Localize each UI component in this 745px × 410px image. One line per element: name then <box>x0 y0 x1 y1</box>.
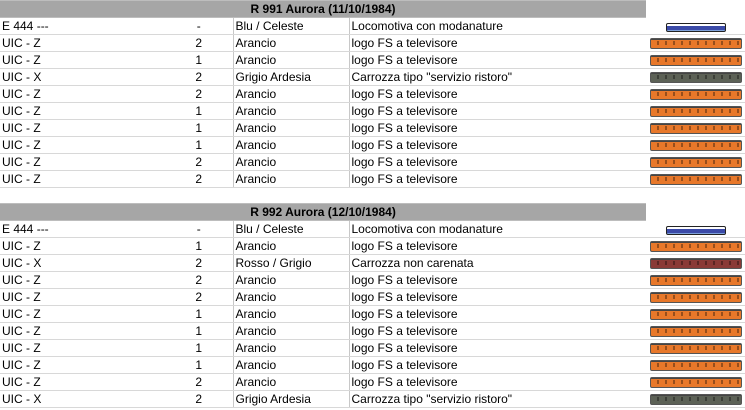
coach-image <box>650 241 742 252</box>
vehicle-note: logo FS a televisore <box>349 272 646 289</box>
vehicle-quantity: 2 <box>165 86 233 103</box>
vehicle-livery: Grigio Ardesia <box>233 391 349 408</box>
coach-image <box>650 38 742 49</box>
vehicle-type: UIC - Z <box>0 323 165 340</box>
vehicle-livery: Arancio <box>233 323 349 340</box>
locomotive-image <box>666 226 726 235</box>
vehicle-note: logo FS a televisore <box>349 374 646 391</box>
vehicle-note: logo FS a televisore <box>349 306 646 323</box>
vehicle-image-cell <box>646 154 745 171</box>
vehicle-image-cell <box>646 52 745 69</box>
vehicle-note: logo FS a televisore <box>349 323 646 340</box>
vehicle-row <box>0 238 745 255</box>
vehicle-livery: Arancio <box>233 52 349 69</box>
vehicle-livery: Arancio <box>233 306 349 323</box>
vehicle-livery: Arancio <box>233 137 349 154</box>
locomotive-image <box>666 23 726 32</box>
vehicle-note: Carrozza tipo "servizio ristoro" <box>349 391 646 408</box>
vehicle-quantity: 1 <box>165 306 233 323</box>
coach-image <box>650 106 742 117</box>
vehicle-livery: Blu / Celeste <box>233 18 349 35</box>
vehicle-livery: Blu / Celeste <box>233 221 349 238</box>
vehicle-type: E 444 --- <box>0 18 165 35</box>
vehicle-image-cell <box>646 171 745 188</box>
vehicle-note: logo FS a televisore <box>349 340 646 357</box>
title-spacer <box>646 204 745 221</box>
vehicle-type: UIC - Z <box>0 52 165 69</box>
vehicle-type: UIC - X <box>0 69 165 86</box>
vehicle-livery: Arancio <box>233 289 349 306</box>
train-title: R 992 Aurora (12/10/1984) <box>0 204 646 221</box>
coach-image <box>650 258 742 269</box>
vehicle-row <box>0 137 745 154</box>
vehicle-type: UIC - Z <box>0 120 165 137</box>
vehicle-type: UIC - Z <box>0 357 165 374</box>
vehicle-quantity: 2 <box>165 289 233 306</box>
vehicle-quantity: 2 <box>165 154 233 171</box>
vehicle-quantity: 1 <box>165 137 233 154</box>
vehicle-row <box>0 120 745 137</box>
vehicle-row <box>0 86 745 103</box>
vehicle-image-cell <box>646 137 745 154</box>
vehicle-type: UIC - Z <box>0 35 165 52</box>
coach-image <box>650 360 742 371</box>
consist-table-r991 <box>0 0 745 188</box>
vehicle-type: UIC - Z <box>0 272 165 289</box>
vehicle-livery: Grigio Ardesia <box>233 69 349 86</box>
vehicle-livery: Arancio <box>233 154 349 171</box>
vehicle-note: logo FS a televisore <box>349 86 646 103</box>
vehicle-quantity: 2 <box>165 272 233 289</box>
coach-image <box>650 343 742 354</box>
vehicle-image-cell <box>646 357 745 374</box>
vehicle-type: UIC - Z <box>0 374 165 391</box>
vehicle-image-cell <box>646 340 745 357</box>
consist-table-r992 <box>0 203 745 408</box>
coach-image <box>650 326 742 337</box>
title-spacer <box>646 1 745 18</box>
vehicle-quantity: 1 <box>165 103 233 120</box>
vehicle-row <box>0 18 745 35</box>
vehicle-note: logo FS a televisore <box>349 103 646 120</box>
vehicle-row <box>0 35 745 52</box>
vehicle-livery: Arancio <box>233 272 349 289</box>
vehicle-type: UIC - Z <box>0 103 165 120</box>
vehicle-quantity: 1 <box>165 340 233 357</box>
vehicle-image-cell <box>646 221 745 238</box>
vehicle-livery: Arancio <box>233 103 349 120</box>
vehicle-quantity: 2 <box>165 255 233 272</box>
vehicle-image-cell <box>646 69 745 86</box>
vehicle-note: logo FS a televisore <box>349 120 646 137</box>
vehicle-image-cell <box>646 35 745 52</box>
vehicle-quantity: 2 <box>165 35 233 52</box>
vehicle-row <box>0 289 745 306</box>
coach-image <box>650 174 742 185</box>
coach-image <box>650 123 742 134</box>
vehicle-quantity: - <box>165 18 233 35</box>
train-title: R 991 Aurora (11/10/1984) <box>0 1 646 18</box>
vehicle-image-cell <box>646 323 745 340</box>
vehicle-type: UIC - Z <box>0 86 165 103</box>
vehicle-row <box>0 221 745 238</box>
vehicle-note: logo FS a televisore <box>349 35 646 52</box>
coach-image <box>650 292 742 303</box>
vehicle-type: UIC - Z <box>0 340 165 357</box>
vehicle-type: UIC - Z <box>0 306 165 323</box>
vehicle-row <box>0 323 745 340</box>
vehicle-image-cell <box>646 374 745 391</box>
coach-image <box>650 377 742 388</box>
vehicle-livery: Rosso / Grigio <box>233 255 349 272</box>
vehicle-note: logo FS a televisore <box>349 171 646 188</box>
vehicle-note: logo FS a televisore <box>349 357 646 374</box>
vehicle-note: Locomotiva con modanature <box>349 18 646 35</box>
vehicle-row <box>0 154 745 171</box>
vehicle-livery: Arancio <box>233 120 349 137</box>
vehicle-livery: Arancio <box>233 171 349 188</box>
vehicle-image-cell <box>646 391 745 408</box>
vehicle-image-cell <box>646 238 745 255</box>
vehicle-row <box>0 103 745 120</box>
vehicle-type: UIC - Z <box>0 289 165 306</box>
vehicle-row <box>0 306 745 323</box>
vehicle-quantity: 1 <box>165 238 233 255</box>
vehicle-quantity: 1 <box>165 323 233 340</box>
vehicle-image-cell <box>646 255 745 272</box>
vehicle-quantity: 1 <box>165 357 233 374</box>
vehicle-quantity: 2 <box>165 374 233 391</box>
vehicle-type: UIC - Z <box>0 171 165 188</box>
vehicle-image-cell <box>646 103 745 120</box>
vehicle-type: E 444 --- <box>0 221 165 238</box>
vehicle-image-cell <box>646 272 745 289</box>
vehicle-quantity: 2 <box>165 69 233 86</box>
consist-table <box>0 0 745 188</box>
coach-image <box>650 309 742 320</box>
vehicle-type: UIC - X <box>0 255 165 272</box>
coach-image <box>650 140 742 151</box>
vehicle-type: UIC - Z <box>0 154 165 171</box>
vehicle-row <box>0 357 745 374</box>
vehicle-row <box>0 171 745 188</box>
vehicle-row <box>0 272 745 289</box>
vehicle-quantity: - <box>165 221 233 238</box>
vehicle-quantity: 2 <box>165 391 233 408</box>
vehicle-type: UIC - Z <box>0 137 165 154</box>
coach-image <box>650 72 742 83</box>
vehicle-note: logo FS a televisore <box>349 154 646 171</box>
vehicle-row <box>0 255 745 272</box>
vehicle-livery: Arancio <box>233 86 349 103</box>
vehicle-quantity: 1 <box>165 52 233 69</box>
coach-image <box>650 275 742 286</box>
coach-image <box>650 394 742 405</box>
vehicle-livery: Arancio <box>233 35 349 52</box>
vehicle-note: Locomotiva con modanature <box>349 221 646 238</box>
vehicle-livery: Arancio <box>233 374 349 391</box>
vehicle-type: UIC - X <box>0 391 165 408</box>
vehicle-livery: Arancio <box>233 357 349 374</box>
vehicle-image-cell <box>646 120 745 137</box>
vehicle-row <box>0 52 745 69</box>
vehicle-row <box>0 340 745 357</box>
coach-image <box>650 89 742 100</box>
vehicle-type: UIC - Z <box>0 238 165 255</box>
vehicle-image-cell <box>646 86 745 103</box>
vehicle-quantity: 2 <box>165 171 233 188</box>
vehicle-row <box>0 391 745 408</box>
vehicle-note: logo FS a televisore <box>349 137 646 154</box>
vehicle-note: logo FS a televisore <box>349 289 646 306</box>
vehicle-row <box>0 69 745 86</box>
coach-image <box>650 55 742 66</box>
vehicle-note: Carrozza tipo "servizio ristoro" <box>349 69 646 86</box>
vehicle-image-cell <box>646 18 745 35</box>
vehicle-livery: Arancio <box>233 340 349 357</box>
consist-table <box>0 203 745 408</box>
vehicle-image-cell <box>646 289 745 306</box>
vehicle-note: Carrozza non carenata <box>349 255 646 272</box>
vehicle-quantity: 1 <box>165 120 233 137</box>
vehicle-row <box>0 374 745 391</box>
vehicle-note: logo FS a televisore <box>349 52 646 69</box>
vehicle-note: logo FS a televisore <box>349 238 646 255</box>
vehicle-image-cell <box>646 306 745 323</box>
coach-image <box>650 157 742 168</box>
vehicle-livery: Arancio <box>233 238 349 255</box>
